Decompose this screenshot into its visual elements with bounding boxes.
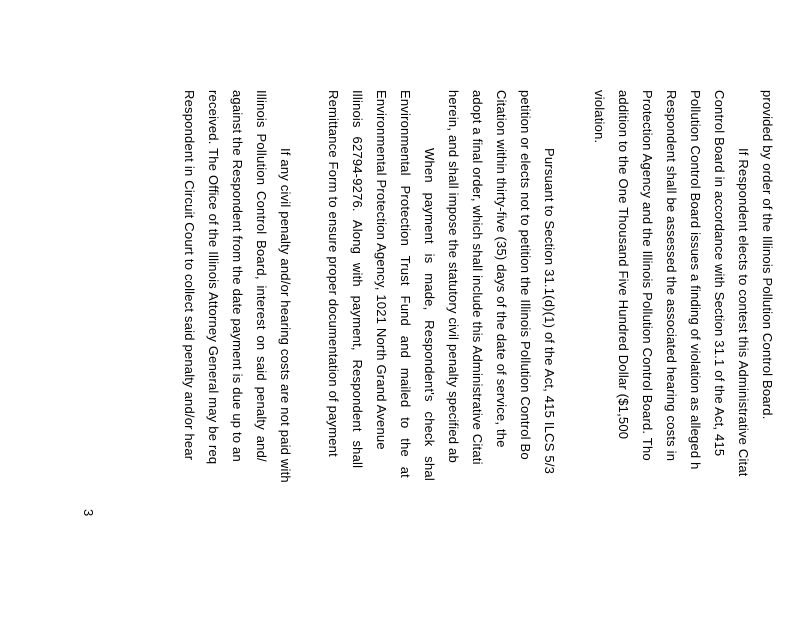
text-line: Citation within thirty-five (35) days of the date of service, the (494, 90, 509, 448)
text-line: Respondent shall be assessed the associated hearing costs in (664, 90, 679, 462)
text-line: Pollution Control Board issues a finding of violation as alleged h (688, 90, 703, 470)
text-line: Control Board in accordance with Section 31.1 of the Act, 415 (712, 90, 727, 457)
text-line: If any civil penalty and/or hearing costs are not paid with (278, 148, 293, 483)
text-line: Remittance Form to ensure proper documentation of payment (326, 90, 341, 457)
text-line: violation. (592, 90, 607, 144)
text-line: Respondent in Circuit Court to collect said penalty and/or hear (182, 90, 197, 461)
text-line: against the Respondent from the date payment is due up to an (230, 90, 245, 462)
text-line: Illinois Pollution Control Board, interest on said penalty and/ (254, 90, 269, 462)
text-line: petition or elects not to petition the Illinois Pollution Control Bo (518, 90, 533, 460)
text-line: If Respondent elects to contest this Administrative Citat (736, 148, 751, 477)
text-line: received. The Office of the Illinois Attorney General may be req (206, 90, 221, 465)
text-line: Protection Agency and the Illinois Pollution Control Board. Tho (640, 90, 655, 461)
page-number: 3 (81, 509, 96, 517)
text-line: addition to the One Thousand Five Hundred Dollar ($1,500 (616, 90, 631, 440)
text-line: adopt a final order, which shall include this Administrative Citati (470, 90, 485, 465)
text-line: Environmental Protection Trust Fund and mailed to the at (398, 90, 413, 478)
text-line: Environmental Protection Agency, 1021 North Grand Avenue (374, 90, 389, 450)
text-line: When payment is made, Respondent's check shal (422, 148, 437, 481)
text-line: Illinois 62794-9276. Along with payment, Respondent shall (350, 90, 365, 469)
text-line: herein, and shall impose the statutory civil penalty specified ab (446, 90, 461, 463)
text-line: provided by order of the Illinois Pollution Control Board. (760, 90, 775, 420)
text-line: Pursuant to Section 31.1(d)(1) of the Act, 415 ILCS 5/3 (542, 148, 557, 475)
